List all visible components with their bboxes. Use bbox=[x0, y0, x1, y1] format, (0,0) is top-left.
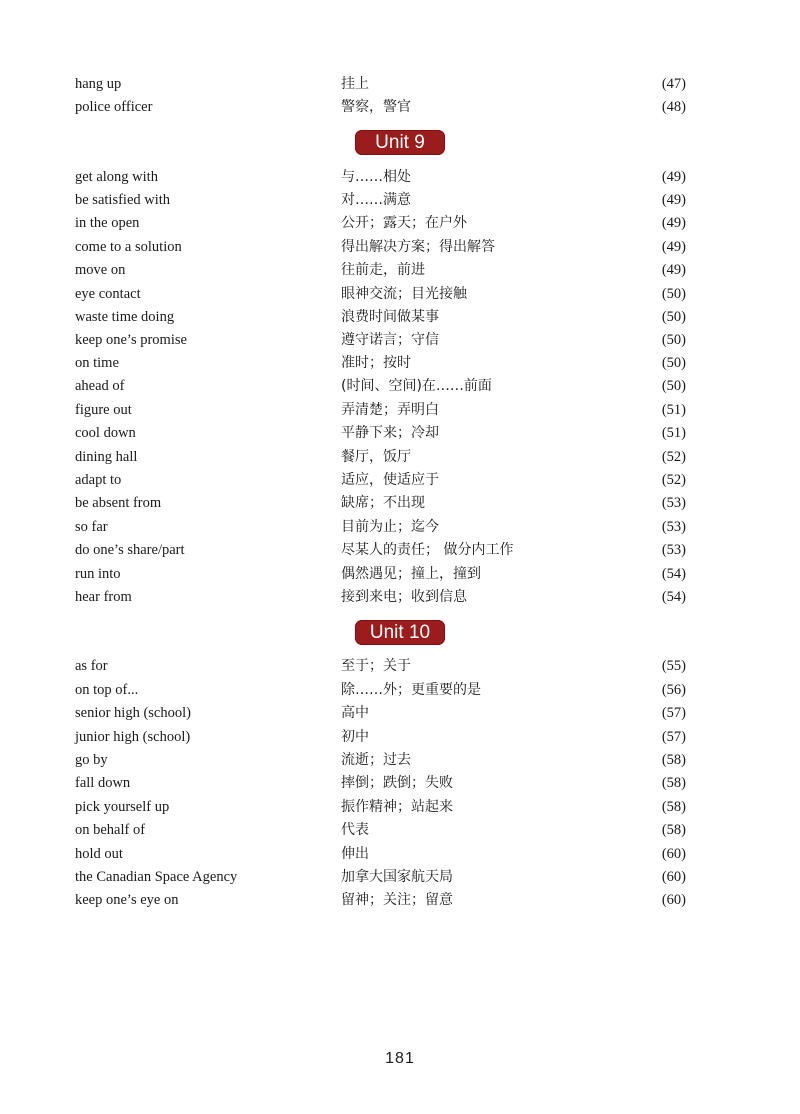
english-phrase: do one’s share/part bbox=[75, 542, 185, 558]
chinese-meaning: 平静下来；冷却 bbox=[341, 425, 439, 441]
chinese-meaning: 弄清楚；弄明白 bbox=[341, 402, 439, 418]
chinese-meaning: 挂上 bbox=[341, 76, 369, 92]
chinese-meaning: 缺席；不出现 bbox=[341, 495, 425, 511]
page-reference: (47) bbox=[661, 76, 686, 92]
english-phrase: eye contact bbox=[75, 286, 141, 302]
english-phrase: hold out bbox=[75, 846, 123, 862]
vocab-row bbox=[0, 422, 800, 445]
chinese-meaning: 接到来电；收到信息 bbox=[341, 589, 467, 605]
vocab-row bbox=[0, 236, 800, 259]
vocab-row bbox=[0, 352, 800, 375]
page-reference: (52) bbox=[661, 472, 686, 488]
chinese-meaning: 眼神交流；目光接触 bbox=[341, 286, 467, 302]
chinese-meaning: 振作精神；站起来 bbox=[341, 799, 453, 815]
vocab-row bbox=[0, 399, 800, 422]
english-phrase: get along with bbox=[75, 169, 158, 185]
page-reference: (56) bbox=[661, 682, 686, 698]
vocab-row bbox=[0, 446, 800, 469]
page-reference: (53) bbox=[661, 519, 686, 535]
page-reference: (49) bbox=[661, 192, 686, 208]
vocab-row bbox=[0, 212, 800, 235]
vocab-row bbox=[0, 772, 800, 795]
vocab-row bbox=[0, 166, 800, 189]
vocab-row bbox=[0, 819, 800, 842]
page-reference: (58) bbox=[661, 799, 686, 815]
english-phrase: move on bbox=[75, 262, 126, 278]
page-reference: (49) bbox=[661, 239, 686, 255]
english-phrase: keep one’s promise bbox=[75, 332, 187, 348]
page-reference: (50) bbox=[661, 332, 686, 348]
english-phrase: go by bbox=[75, 752, 108, 768]
page-reference: (50) bbox=[661, 355, 686, 371]
vocab-row bbox=[0, 655, 800, 678]
english-phrase: be satisfied with bbox=[75, 192, 171, 208]
vocab-row bbox=[0, 73, 800, 96]
page-reference: (53) bbox=[661, 495, 686, 511]
page-reference: (49) bbox=[661, 169, 686, 185]
page-reference: (60) bbox=[661, 869, 686, 885]
chinese-meaning: 遵守诺言；守信 bbox=[341, 332, 439, 348]
english-phrase: junior high (school) bbox=[75, 729, 191, 745]
vocab-row bbox=[0, 329, 800, 352]
english-phrase: in the open bbox=[75, 215, 140, 231]
vocab-row bbox=[0, 259, 800, 282]
chinese-meaning: 流逝；过去 bbox=[341, 752, 411, 768]
english-phrase: the Canadian Space Agency bbox=[75, 869, 238, 885]
english-phrase: cool down bbox=[75, 425, 136, 441]
page-reference: (58) bbox=[661, 822, 686, 838]
vocab-row bbox=[0, 889, 800, 912]
chinese-meaning: 浪费时间做某事 bbox=[341, 309, 439, 325]
english-phrase: adapt to bbox=[75, 472, 122, 488]
page-reference: (58) bbox=[661, 775, 686, 791]
chinese-meaning: 目前为止；迄今 bbox=[341, 519, 439, 535]
vocab-row bbox=[0, 516, 800, 539]
unit-heading: Unit 9 bbox=[355, 130, 445, 155]
chinese-meaning: 适应，使适应于 bbox=[341, 472, 439, 488]
chinese-meaning: 准时；按时 bbox=[341, 355, 411, 371]
chinese-meaning: 偶然遇见；撞上，撞到 bbox=[341, 566, 481, 582]
vocab-row bbox=[0, 796, 800, 819]
page-number: 181 bbox=[385, 1050, 415, 1067]
page-reference: (52) bbox=[661, 449, 686, 465]
page-reference: (57) bbox=[661, 705, 686, 721]
chinese-meaning: 留神；关注；留意 bbox=[341, 892, 453, 908]
chinese-meaning: 与……相处 bbox=[341, 169, 411, 185]
vocab-row bbox=[0, 586, 800, 609]
chinese-meaning: 至于；关于 bbox=[341, 658, 411, 674]
chinese-meaning: 往前走，前进 bbox=[341, 262, 425, 278]
english-phrase: hear from bbox=[75, 589, 132, 605]
page-reference: (50) bbox=[661, 309, 686, 325]
chinese-meaning: 代表 bbox=[341, 822, 369, 838]
vocab-row bbox=[0, 749, 800, 772]
vocab-row bbox=[0, 843, 800, 866]
vocab-row bbox=[0, 189, 800, 212]
vocab-row bbox=[0, 866, 800, 889]
page-reference: (60) bbox=[661, 846, 686, 862]
vocab-row bbox=[0, 726, 800, 749]
english-phrase: so far bbox=[75, 519, 108, 535]
english-phrase: be absent from bbox=[75, 495, 162, 511]
page-reference: (57) bbox=[661, 729, 686, 745]
english-phrase: waste time doing bbox=[75, 309, 175, 325]
unit-heading: Unit 10 bbox=[355, 620, 445, 645]
page-reference: (49) bbox=[661, 215, 686, 231]
english-phrase: dining hall bbox=[75, 449, 138, 465]
english-phrase: hang up bbox=[75, 76, 122, 92]
chinese-meaning: 伸出 bbox=[341, 846, 369, 862]
chinese-meaning: (时间、空间)在……前面 bbox=[341, 378, 492, 394]
page-reference: (48) bbox=[661, 99, 686, 115]
english-phrase: on time bbox=[75, 355, 119, 371]
english-phrase: ahead of bbox=[75, 378, 125, 394]
chinese-meaning: 除……外；更重要的是 bbox=[341, 682, 481, 698]
english-phrase: on behalf of bbox=[75, 822, 146, 838]
page-reference: (58) bbox=[661, 752, 686, 768]
vocab-row bbox=[0, 492, 800, 515]
vocab-row bbox=[0, 306, 800, 329]
page-reference: (60) bbox=[661, 892, 686, 908]
english-phrase: pick yourself up bbox=[75, 799, 170, 815]
chinese-meaning: 得出解决方案；得出解答 bbox=[341, 239, 495, 255]
chinese-meaning: 餐厅，饭厅 bbox=[341, 449, 411, 465]
vocab-row bbox=[0, 679, 800, 702]
chinese-meaning: 对……满意 bbox=[341, 192, 411, 208]
english-phrase: on top of... bbox=[75, 682, 139, 698]
english-phrase: come to a solution bbox=[75, 239, 182, 255]
vocab-row bbox=[0, 539, 800, 562]
chinese-meaning: 初中 bbox=[341, 729, 369, 745]
vocab-row bbox=[0, 563, 800, 586]
english-phrase: figure out bbox=[75, 402, 132, 418]
chinese-meaning: 警察，警官 bbox=[341, 99, 411, 115]
vocab-row bbox=[0, 283, 800, 306]
page-reference: (50) bbox=[661, 286, 686, 302]
page-reference: (51) bbox=[661, 425, 686, 441]
page-reference: (50) bbox=[661, 378, 686, 394]
page-reference: (49) bbox=[661, 262, 686, 278]
vocab-row bbox=[0, 469, 800, 492]
english-phrase: senior high (school) bbox=[75, 705, 191, 721]
chinese-meaning: 加拿大国家航天局 bbox=[341, 869, 453, 885]
english-phrase: as for bbox=[75, 658, 108, 674]
vocab-row bbox=[0, 375, 800, 398]
vocab-row bbox=[0, 96, 800, 119]
page-reference: (55) bbox=[661, 658, 686, 674]
chinese-meaning: 公开；露天；在户外 bbox=[341, 215, 467, 231]
english-phrase: keep one’s eye on bbox=[75, 892, 179, 908]
english-phrase: run into bbox=[75, 566, 121, 582]
page-reference: (51) bbox=[661, 402, 686, 418]
chinese-meaning: 摔倒；跌倒；失败 bbox=[341, 775, 453, 791]
page-reference: (54) bbox=[661, 566, 686, 582]
page-reference: (53) bbox=[661, 542, 686, 558]
vocab-row bbox=[0, 702, 800, 725]
english-phrase: police officer bbox=[75, 99, 153, 115]
page-reference: (54) bbox=[661, 589, 686, 605]
chinese-meaning: 尽某人的责任； 做分内工作 bbox=[341, 542, 514, 558]
english-phrase: fall down bbox=[75, 775, 131, 791]
chinese-meaning: 高中 bbox=[341, 705, 369, 721]
